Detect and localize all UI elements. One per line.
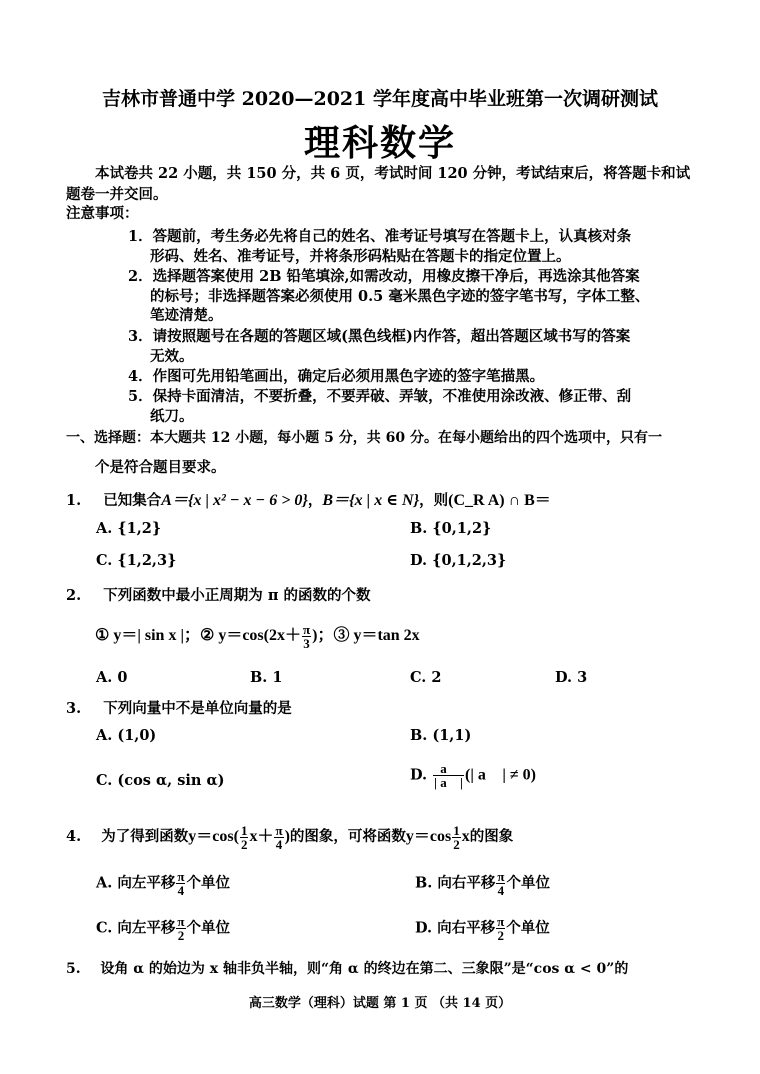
note-1a: 1．答题前，考生务必先将自己的姓名、准考证号填写在答题卡上，认真核对条 (128, 228, 632, 245)
separator: ， (307, 492, 323, 509)
shift-fraction (496, 915, 505, 942)
option-text: C. 向左平移 (96, 919, 176, 937)
page-footer: 高三数学（理科）试题 第 1 页 （共 14 页） (248, 996, 512, 1011)
question-stem: 已知集合 (103, 492, 162, 509)
q4-option-c (96, 915, 230, 942)
numerator: π (497, 869, 505, 884)
source-function (405, 822, 470, 852)
question-2 (66, 584, 370, 605)
section-1-heading-cont: 个是符合题目要求。 (95, 459, 226, 476)
question-stem: 下列向量中不是单位向量的是 (103, 700, 292, 717)
note-2c: 笔迹清楚。 (150, 307, 223, 324)
set-expression: (C_R A) ∩ B＝ (448, 492, 551, 509)
fn-part: y＝cos (405, 828, 452, 845)
q2-option-d: D. 3 (555, 669, 588, 686)
numerator: π (497, 914, 505, 929)
q2-option-b: B. 1 (250, 669, 283, 686)
question-number: 2. (66, 587, 82, 604)
numerator: 1 (240, 822, 248, 838)
q2-function-list (95, 622, 420, 650)
pi-over-3-fraction (302, 623, 311, 650)
numerator: a⃗ (433, 762, 464, 776)
q3-option-d (410, 762, 536, 789)
q2-option-a: A. 0 (96, 669, 128, 686)
question-4 (66, 823, 513, 851)
q1-option-d: D. {0,1,2,3} (410, 552, 507, 569)
denominator: 3 (303, 635, 310, 651)
option-text: 个单位 (186, 919, 231, 937)
denominator: 4 (497, 883, 505, 898)
q3-option-b: B. (1,1) (410, 727, 472, 744)
numerator: π (177, 869, 185, 884)
note-1b: 形码、姓名、准考证号，并将条形码粘贴在答题卡的指定位置上。 (150, 248, 571, 265)
denominator: 4 (177, 883, 185, 898)
denominator: 2 (177, 928, 185, 943)
fn-part: x (461, 828, 470, 845)
intro-line-2: 题卷一并交回。 (66, 186, 168, 203)
q1-option-c: C. {1,2,3} (96, 552, 177, 569)
q1-option-b: B. {0,1,2} (410, 520, 492, 537)
question-number: 5. (66, 961, 81, 977)
fn-part: ) (284, 828, 290, 845)
numerator: 1 (453, 822, 460, 838)
question-stem-cont: 的图象，可将函数 (289, 828, 406, 845)
numerator: π (302, 621, 311, 637)
option-label: D. (410, 766, 428, 784)
half-fraction (452, 824, 461, 851)
q4-option-d (415, 915, 550, 942)
paren-close: ) (312, 627, 318, 644)
question-stem: 为了得到函数 (101, 828, 189, 845)
denominator: | a⃗ | (434, 775, 464, 790)
intro-line-1: 本试卷共 22 小题，共 150 分，共 6 页，考试时间 120 分钟，考试结束后，将答题卡和试 (95, 165, 691, 182)
shift-fraction (176, 870, 185, 897)
condition: (| a⃗ | ≠ 0) (465, 766, 536, 784)
unit-vector-fraction (433, 762, 464, 789)
set-a-expression: A＝{x | x² − x − 6 > 0} (161, 492, 308, 509)
denominator: 2 (453, 836, 460, 852)
question-3 (66, 697, 292, 718)
question-stem-end: 的图象 (469, 828, 514, 845)
question-number: 1. (66, 492, 82, 509)
target-function (188, 822, 290, 852)
question-stem: 下列函数中最小正周期为 π 的函数的个数 (103, 587, 371, 604)
option-text: D. 向右平移 (415, 919, 496, 937)
fn-part: x＋ (249, 828, 274, 845)
function-3: ；③ y＝tan 2x (317, 627, 420, 644)
q1-option-a: A. {1,2} (96, 520, 162, 537)
question-5 (66, 958, 628, 978)
note-5a: 5．保持卡面清洁，不要折叠，不要弄破、弄皱，不准使用涂改液、修正带、刮 (128, 388, 632, 405)
notes-title: 注意事项： (66, 205, 139, 222)
question-stem-cont: ，则 (419, 492, 449, 509)
question-stem: 设角 α 的始边为 x 轴非负半轴，则“角 α 的终边在第二、三象限”是“cos α < 0”的 (100, 961, 629, 977)
question-number: 4. (66, 828, 82, 845)
pi-over-4-fraction (274, 824, 283, 851)
question-1 (66, 487, 551, 510)
numerator: π (177, 914, 185, 929)
note-2a: 2．选择题答案使用 2B 铅笔填涂,如需改动，用橡皮擦干净后，再选涂其他答案 (128, 268, 640, 285)
note-5b: 纸刀。 (150, 408, 194, 425)
fn-part: y＝cos( (188, 828, 239, 845)
denominator: 2 (240, 836, 248, 852)
shift-fraction (176, 915, 185, 942)
set-b-expression: B＝{x | x ∈ N} (322, 492, 420, 509)
q4-option-a (96, 870, 230, 897)
note-3b: 无效。 (150, 348, 194, 365)
section-1-heading: 一、选择题：本大题共 12 小题，每小题 5 分，共 60 分。在每小题给出的四个选项中，只有一 (66, 430, 662, 446)
note-2b: 的标号；非选择题答案必须使用 0.5 毫米黑色字迹的签字笔书写，字体工整、 (150, 288, 650, 305)
option-text: 个单位 (506, 874, 550, 892)
q3-option-c: C. (cos α, sin α) (96, 772, 225, 789)
q3-option-a: A. (1,0) (96, 727, 157, 744)
denominator: 2 (497, 928, 504, 943)
function-1: ① y＝| sin x | (95, 627, 184, 644)
shift-fraction (496, 870, 505, 897)
half-fraction (240, 824, 249, 851)
exam-title: 吉林市普通中学 2020—2021 学年度高中毕业班第一次调研测试 (102, 88, 658, 110)
denominator: 4 (275, 836, 283, 852)
numerator: π (275, 822, 283, 838)
function-2: ；② y＝cos(2x＋ (183, 627, 301, 644)
option-text: B. 向右平移 (415, 874, 496, 892)
option-text: A. 向左平移 (96, 874, 176, 892)
option-text: 个单位 (506, 919, 550, 937)
option-text: 个单位 (186, 874, 230, 892)
q4-option-b (415, 870, 550, 897)
question-number: 3. (66, 700, 82, 717)
note-3a: 3．请按照题号在各题的答题区域(黑色线框)内作答，超出答题区域书写的答案 (128, 328, 631, 345)
subject-title: 理科数学 (303, 122, 456, 164)
note-4: 4．作图可先用铅笔画出，确定后必须用黑色字迹的签字笔描黑。 (128, 368, 545, 385)
q2-option-c: C. 2 (410, 669, 442, 686)
